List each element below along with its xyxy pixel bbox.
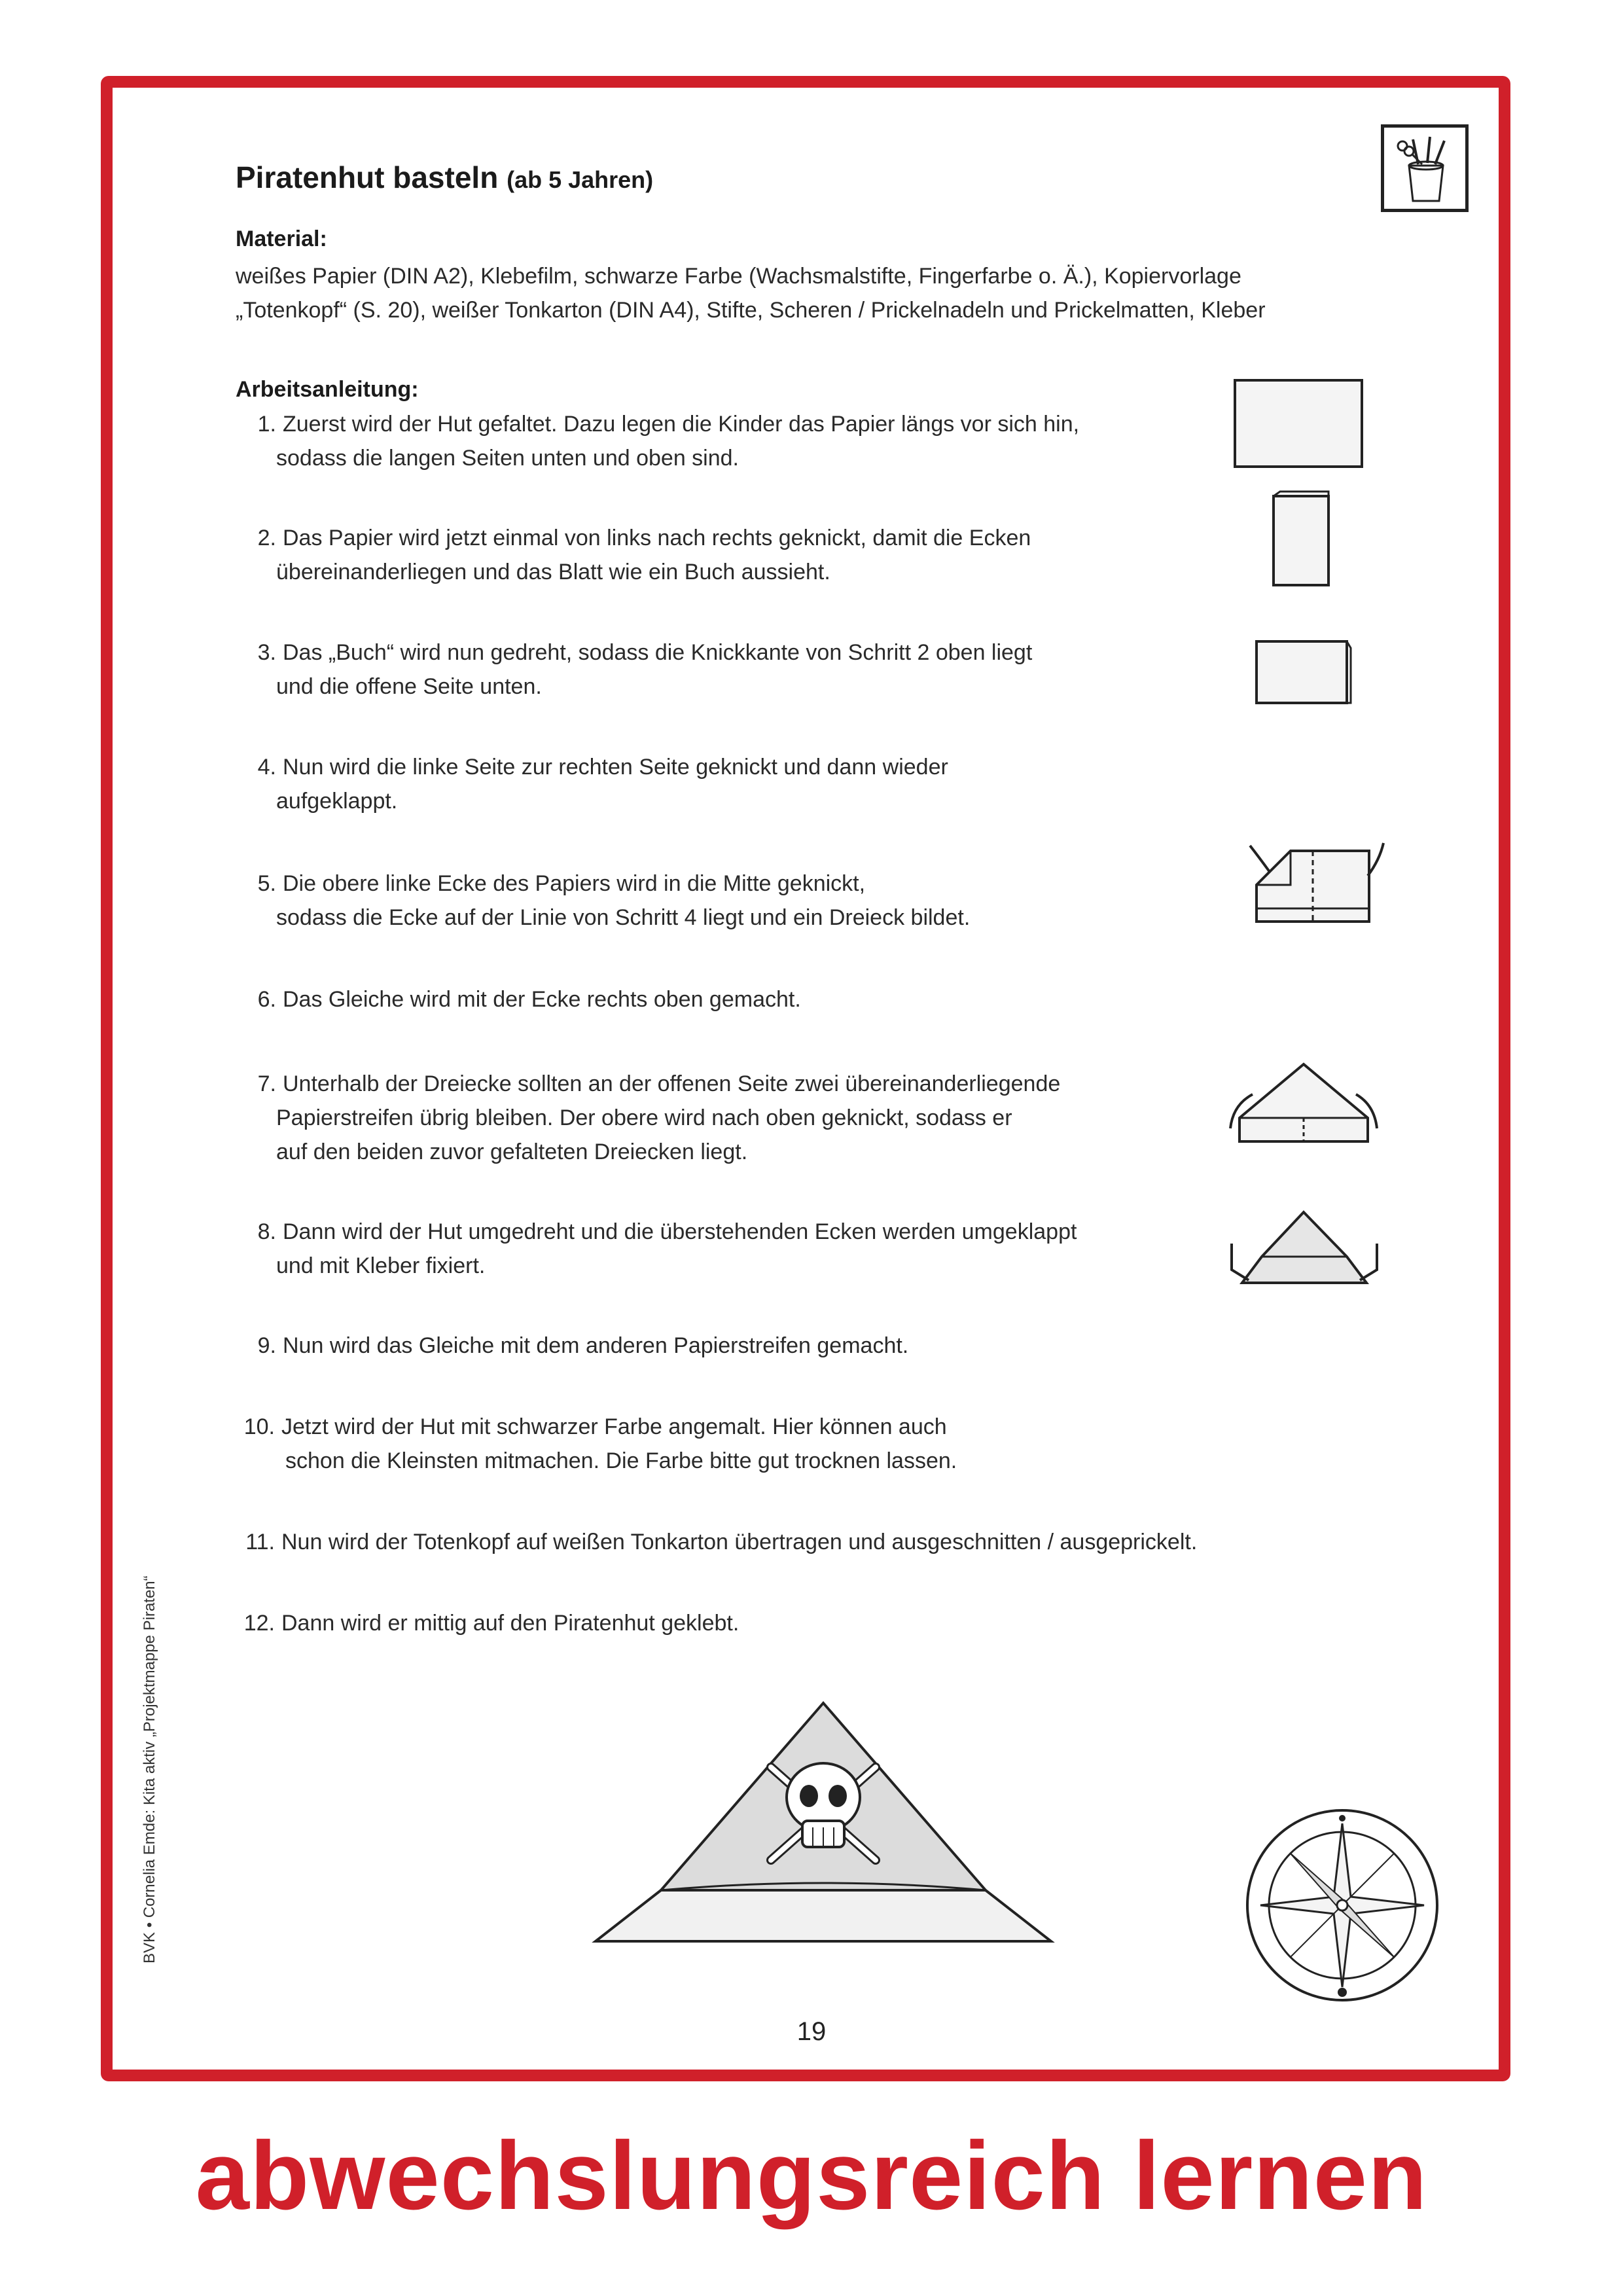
step-text: Nun wird der Totenkopf auf weißen Tonkarton übertragen und ausgeschnitten / ausgeprickelt. <box>281 1530 1198 1554</box>
step-1 <box>242 407 1079 475</box>
pencil-cup-icon <box>1381 124 1469 212</box>
step-number: 11. <box>245 1530 275 1554</box>
diagram-step-2-book <box>1270 490 1332 588</box>
step-text: Papierstreifen übrig bleiben. Der obere wird nach oben geknickt, sodass er <box>276 1105 1012 1130</box>
diagram-step-7-triangle <box>1222 1055 1386 1147</box>
step-text: Jetzt wird der Hut mit schwarzer Farbe angemalt. Hier können auch <box>281 1414 947 1439</box>
instructions-heading: Arbeitsanleitung: <box>236 377 419 402</box>
slogan: abwechslungsreich lernen <box>195 2122 1428 2230</box>
step-3 <box>242 636 1032 704</box>
diagram-step-1-paper <box>1233 378 1364 469</box>
step-4 <box>242 750 948 818</box>
step-text: sodass die langen Seiten unten und oben sind. <box>276 446 739 471</box>
title-main: Piratenhut basteln <box>236 160 499 194</box>
step-text: sodass die Ecke auf der Linie von Schritt 4 liegt und ein Dreieck bildet. <box>276 905 971 930</box>
step-text: Die obere linke Ecke des Papiers wird in die Mitte geknickt, <box>283 871 866 896</box>
step-number: 2. <box>257 526 276 550</box>
step-text: Unterhalb der Dreiecke sollten an der offenen Seite zwei übereinanderliegende <box>283 1071 1061 1096</box>
step-text: Das Gleiche wird mit der Ecke rechts oben gemacht. <box>283 987 801 1012</box>
compass-rose-icon <box>1241 1804 1444 2007</box>
step-text: auf den beiden zuvor gefalteten Dreiecken liegt. <box>276 1139 748 1164</box>
step-number: 1. <box>257 412 276 437</box>
step-number: 5. <box>257 871 276 896</box>
step-text: Das Papier wird jetzt einmal von links nach rechts geknickt, damit die Ecken <box>283 526 1031 550</box>
step-number: 4. <box>257 755 276 780</box>
step-10 <box>234 1410 957 1478</box>
step-text: Nun wird das Gleiche mit dem anderen Papierstreifen gemacht. <box>283 1333 909 1358</box>
step-text: und mit Kleber fixiert. <box>276 1253 486 1278</box>
step-text: übereinanderliegen und das Blatt wie ein Buch aussieht. <box>276 560 830 584</box>
step-number: 12. <box>243 1611 275 1636</box>
title-age: (ab 5 Jahren) <box>507 166 654 193</box>
step-text: Nun wird die linke Seite zur rechten Seite geknickt und dann wieder <box>283 755 948 780</box>
step-text: und die offene Seite unten. <box>276 674 542 699</box>
pirate-hat-skull-illustration <box>593 1699 1054 1948</box>
step-11 <box>234 1525 1197 1559</box>
step-text: aufgeklappt. <box>276 789 398 814</box>
step-number: 8. <box>257 1219 276 1244</box>
step-7 <box>242 1067 1060 1169</box>
page-number: 19 <box>796 2017 827 2046</box>
step-text: Das „Buch“ wird nun gedreht, sodass die Knickkante von Schritt 2 oben liegt <box>283 640 1033 665</box>
step-12 <box>234 1606 739 1640</box>
diagram-step-5-fold <box>1243 838 1387 932</box>
step-text: Dann wird er mittig auf den Piratenhut geklebt. <box>281 1611 740 1636</box>
material-heading: Material: <box>236 226 327 251</box>
step-number: 10. <box>243 1414 275 1439</box>
step-5 <box>242 867 970 935</box>
step-9 <box>242 1329 908 1363</box>
material-line: weißes Papier (DIN A2), Klebefilm, schwarze Farbe (Wachsmalstifte, Fingerfarbe o. Ä.), Kopiervorlage <box>236 264 1241 289</box>
material-line: „Totenkopf“ (S. 20), weißer Tonkarton (DIN A4), Stifte, Scheren / Prickelnadeln und Prickelmatten, Kleber <box>236 298 1266 323</box>
step-number: 3. <box>257 640 276 665</box>
step-2 <box>242 521 1031 589</box>
step-number: 9. <box>257 1333 276 1358</box>
diagram-step-8-hat <box>1222 1204 1386 1289</box>
material-text <box>236 259 1427 327</box>
step-text: Zuerst wird der Hut gefaltet. Dazu legen die Kinder das Papier längs vor sich hin, <box>283 412 1080 437</box>
step-text: schon die Kleinsten mitmachen. Die Farbe bitte gut trocknen lassen. <box>285 1448 957 1473</box>
diagram-step-3-rotated <box>1254 635 1352 706</box>
step-text: Dann wird der Hut umgedreht und die überstehenden Ecken werden umgeklappt <box>283 1219 1077 1244</box>
side-credit: BVK • Cornelia Emde: Kita aktiv „Projektmappe Piraten“ <box>141 1575 158 1964</box>
page-title <box>236 160 653 195</box>
step-number: 7. <box>257 1071 276 1096</box>
step-number: 6. <box>257 987 276 1012</box>
step-6 <box>242 982 801 1016</box>
step-8 <box>242 1215 1077 1283</box>
